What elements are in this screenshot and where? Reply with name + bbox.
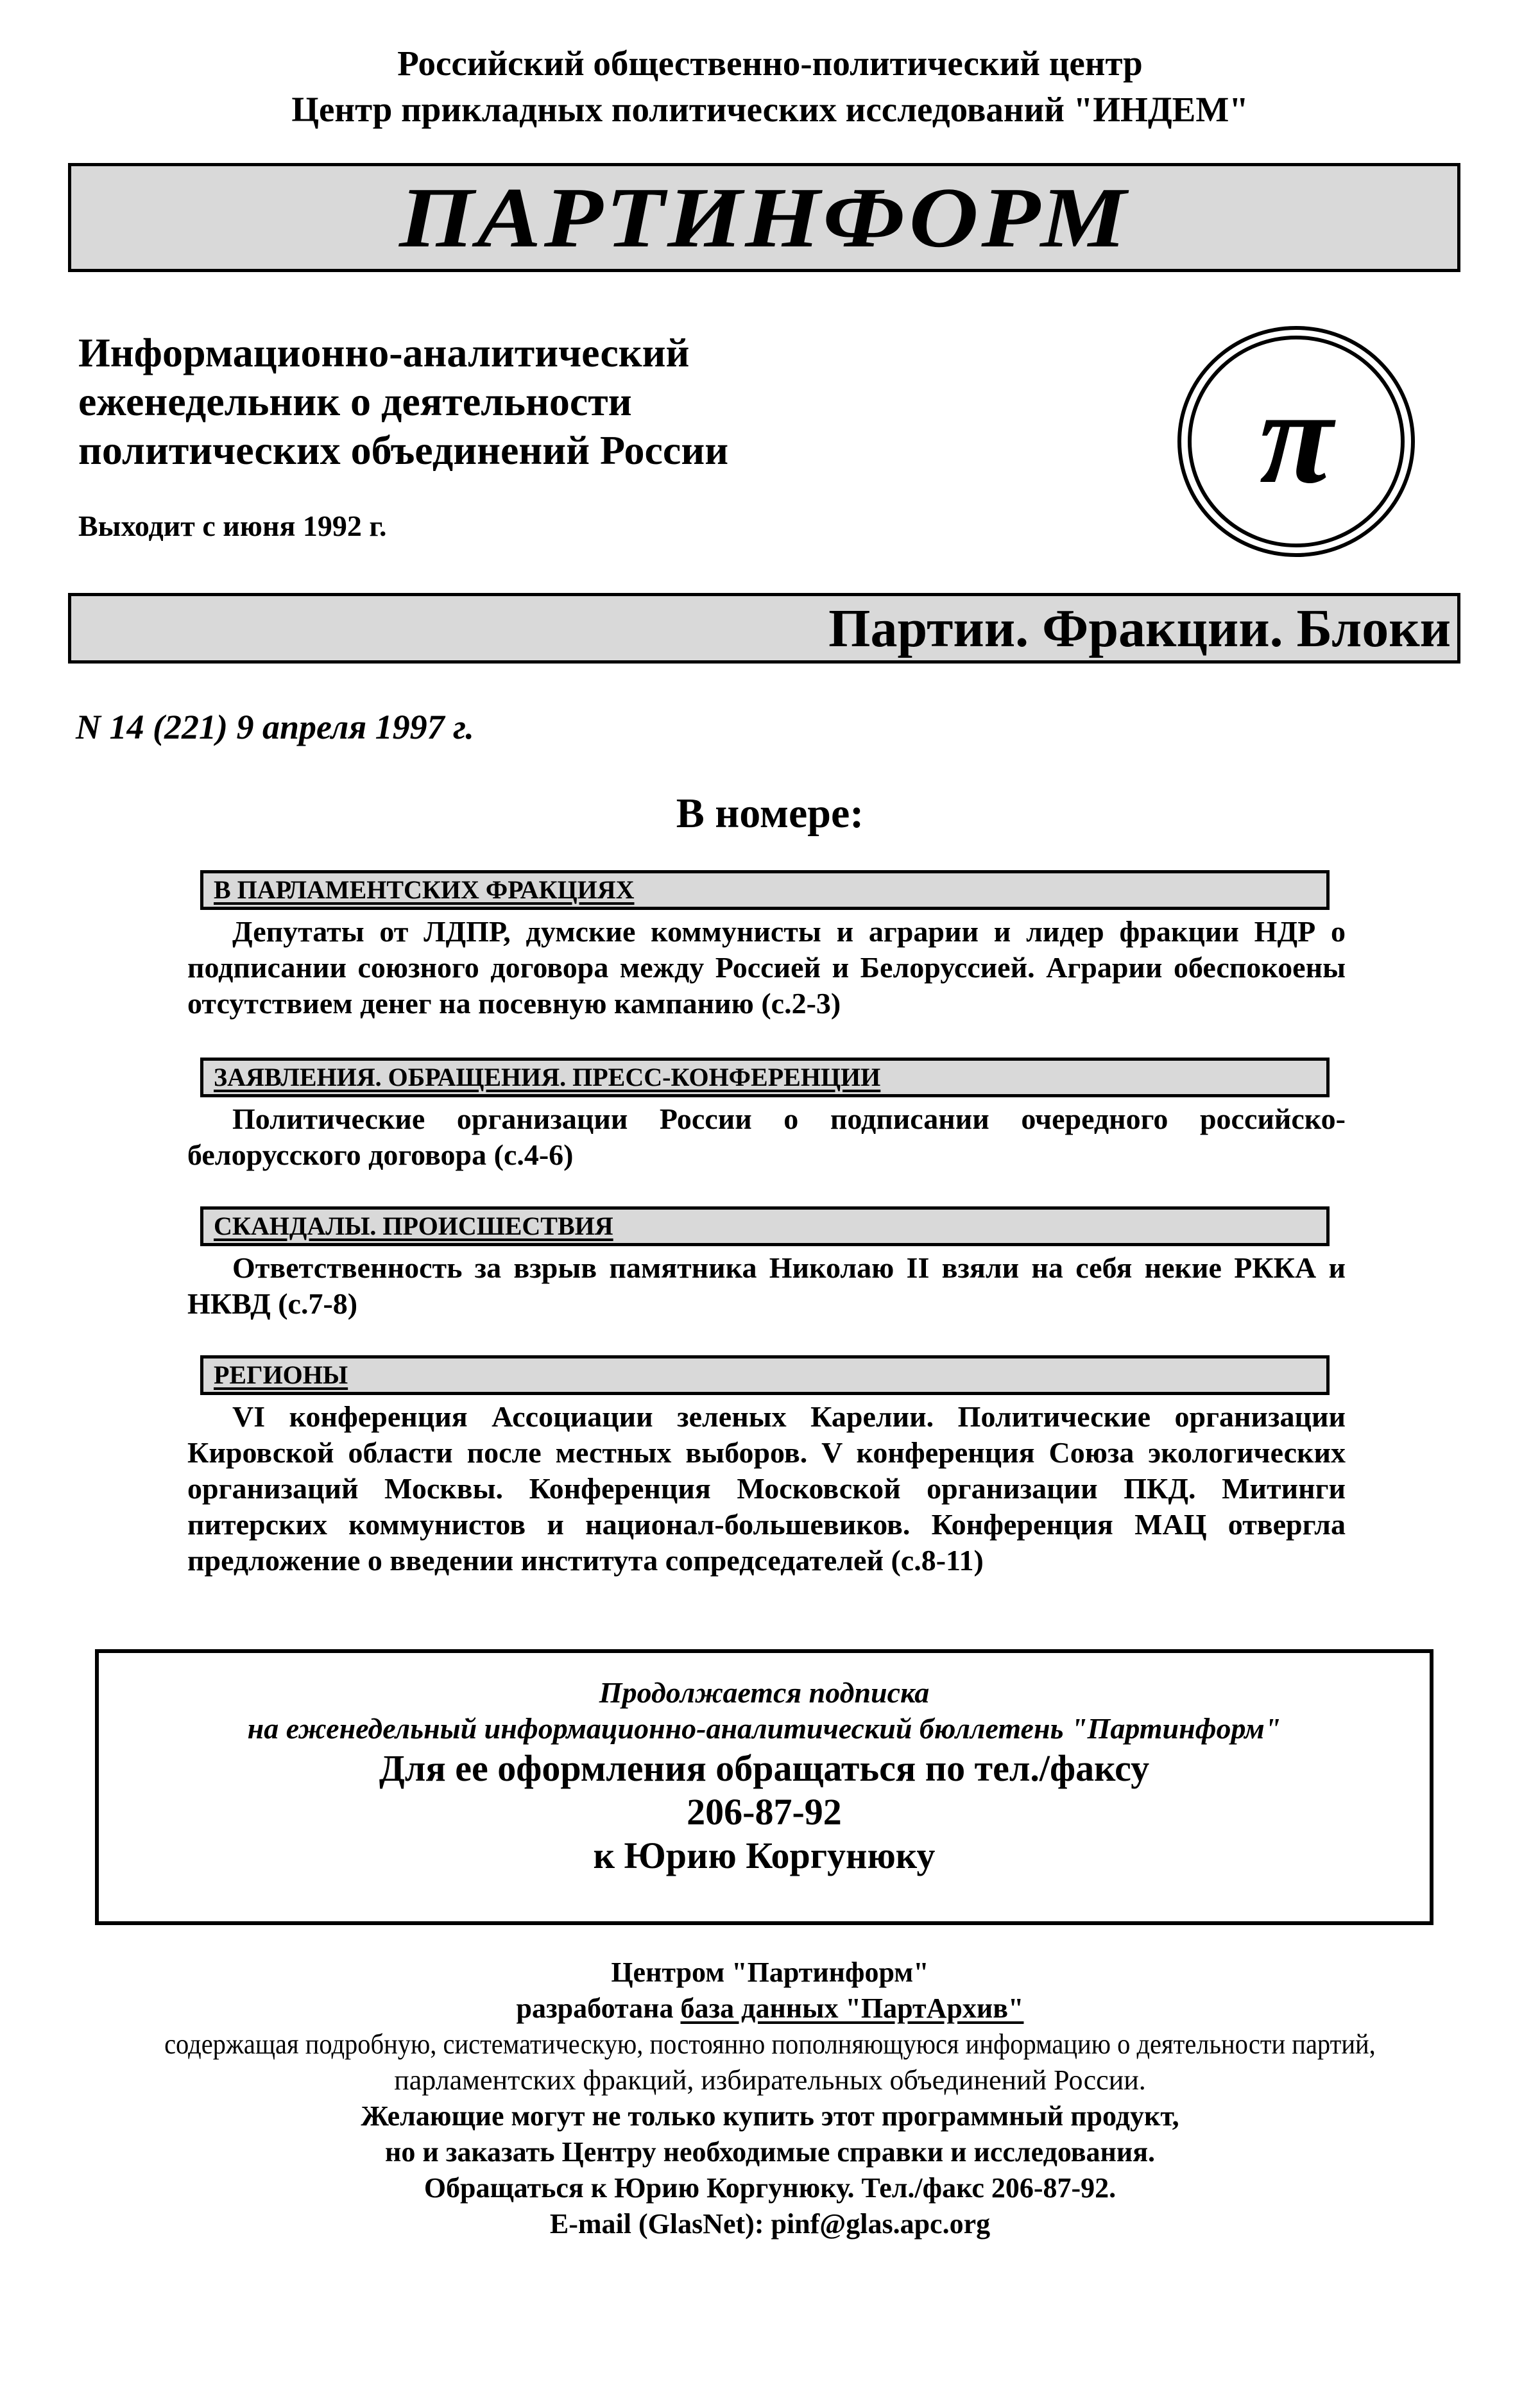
footer-email[interactable]: E-mail (GlasNet): pinf@glas.apc.org [549, 2208, 991, 2240]
publication-since: Выходит с июня 1992 г. [78, 510, 387, 542]
subtitle-line: Информационно-аналитический [78, 330, 690, 375]
pi-glyph: π [1259, 363, 1333, 511]
toc-section-text: Ответственность за взрыв памятника Николаю II взяли на себя некие РККА и НКВД (с.7-8) [187, 1251, 1346, 1320]
toc-section-text: Депутаты от ЛДПР, думские коммунисты и аграрии и лидер фракции НДР о подписании союзного договора между Россией и Белоруссией. Аграрии обеспокоены отсутствием денег на посевную кампанию (с.2-3) [187, 915, 1346, 1020]
section-band-text: Партии. Фракции. Блоки [828, 599, 1451, 658]
footer-line: но и заказать Центру необходимые справки и исследования. [384, 2136, 1155, 2168]
footer-line: Обращаться к Юрию Коргунюку. Тел./факс 206-87-92. [424, 2172, 1116, 2204]
footer-line: Центром "Партинформ" [611, 1957, 929, 1988]
footer-info [0, 1955, 1540, 2242]
subscription-box [95, 1649, 1433, 1925]
subscription-contact-person: к Юрию Коргунюку [593, 1835, 936, 1876]
footer-line-prefix: разработана [516, 1992, 681, 2024]
publication-subtitle [78, 329, 1041, 475]
subscription-line: на еженедельный информационно-аналитический бюллетень "Партинформ" [247, 1712, 1281, 1745]
footer-line [0, 1991, 1540, 2026]
section-band [68, 593, 1460, 664]
pi-circle-logo-icon [1174, 323, 1418, 560]
toc-section-header[interactable]: В ПАРЛАМЕНТСКИХ ФРАКЦИЯХ [200, 870, 1330, 910]
subscription-contact-line: Для ее оформления обращаться по тел./факсу [379, 1747, 1150, 1789]
subscription-line: Продолжается подписка [599, 1676, 930, 1709]
subtitle-line: политических объединений России [78, 427, 729, 473]
masthead-banner [68, 163, 1460, 272]
toc-section-header[interactable]: ЗАЯВЛЕНИЯ. ОБРАЩЕНИЯ. ПРЕСС-КОНФЕРЕНЦИИ [200, 1058, 1330, 1097]
database-link[interactable]: база данных "ПартАрхив" [680, 1992, 1024, 2024]
footer-line: содержащая подробную, систематическую, постоянно пополняющуюся информацию о деятельности партий, [164, 2028, 1376, 2060]
toc-section-header[interactable]: СКАНДАЛЫ. ПРОИСШЕСТВИЯ [200, 1206, 1330, 1246]
footer-line: парламентских фракций, избирательных объединений России. [394, 2064, 1146, 2096]
toc-section-text: VI конференция Ассоциации зеленых Карелии. Политические организации Кировской области после местных выборов. V конференция Союза экологических организаций Москвы. Конференция Московской организации ПКД. Митинги питерских коммунистов и национал-большевиков. Конференция МАЦ отвергла предложение о введении института сопредседателей (с.8-11) [187, 1400, 1346, 1577]
org-center-line: Центр прикладных политических исследований "ИНДЕМ" [291, 90, 1249, 129]
issue-number-date: N 14 (221) 9 апреля 1997 г. [76, 708, 474, 746]
subscription-phone: 206-87-92 [687, 1791, 842, 1833]
masthead-title: ПАРТИНФОРМ [399, 170, 1129, 265]
toc-section-header[interactable]: РЕГИОНЫ [200, 1355, 1330, 1395]
toc-section-text: Политические организации России о подписании очередного российско-белорусского договора (с.4-6) [187, 1102, 1346, 1171]
contents-title: В номере: [676, 790, 864, 837]
subtitle-line: еженедельник о деятельности [78, 379, 632, 424]
footer-line: Желающие могут не только купить этот программный продукт, [361, 2100, 1179, 2132]
org-name-line: Российский общественно-политический центр [397, 44, 1143, 83]
